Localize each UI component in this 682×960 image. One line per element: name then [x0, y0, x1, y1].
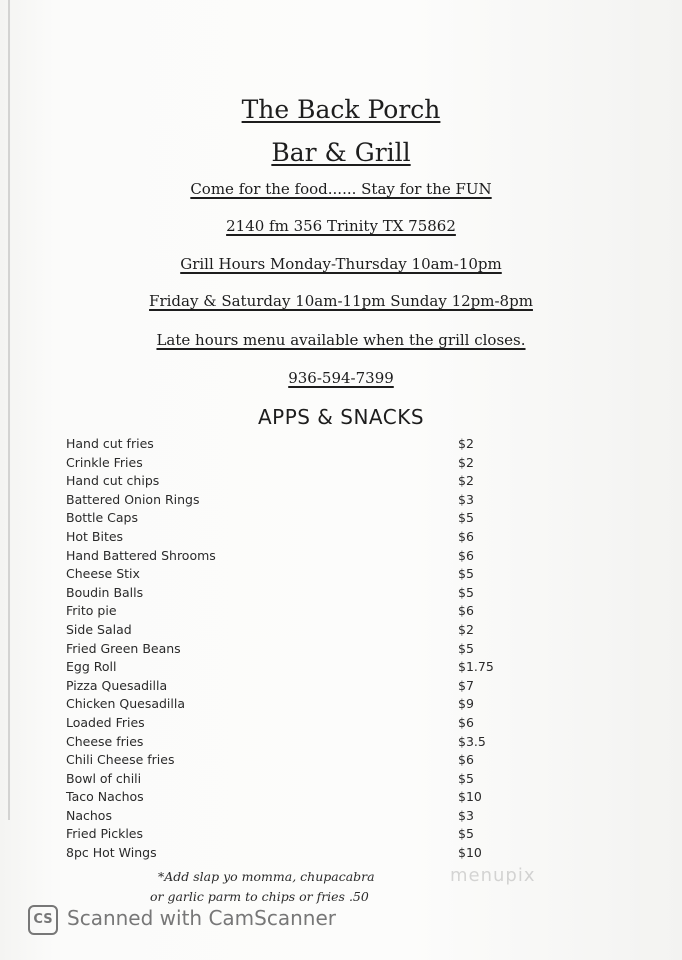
item-price: $2: [458, 621, 474, 637]
menu-item: [66, 585, 486, 604]
menu-item: [66, 641, 486, 660]
menu-item: [66, 826, 486, 845]
item-price: $2: [458, 436, 474, 451]
item-price: $6: [458, 714, 474, 730]
menu-item: [66, 696, 486, 715]
item-name: Egg Roll: [66, 659, 117, 675]
item-name: Fried Green Beans: [66, 640, 181, 656]
item-price: $3.5: [458, 733, 486, 749]
item-name: 8pc Hot Wings: [66, 845, 157, 861]
address: 2140 fm 356 Trinity TX 75862: [226, 217, 456, 235]
menu-item: [66, 510, 486, 529]
item-price: $6: [458, 528, 474, 544]
menu-item: [66, 808, 486, 827]
item-price: $6: [458, 603, 474, 619]
item-name: Frito pie: [66, 603, 117, 619]
item-price: $3: [458, 491, 474, 507]
item-name: Hand cut chips: [66, 473, 160, 489]
item-price: $5: [458, 640, 474, 656]
note-line-1: *Add slap yo momma, chupacabra: [158, 869, 375, 884]
item-price: $5: [458, 584, 474, 600]
item-price: $2: [458, 473, 474, 489]
item-name: Side Salad: [66, 621, 132, 637]
item-name: Taco Nachos: [66, 789, 144, 805]
item-price: $10: [458, 845, 482, 861]
note-line-2: or garlic parm to chips or fries .50: [150, 889, 369, 904]
title-line-1: The Back Porch: [241, 95, 441, 124]
item-name: Chili Cheese fries: [66, 752, 175, 768]
item-name: Cheese fries: [66, 733, 144, 749]
scanner-caption: Scanned with CamScanner: [67, 906, 336, 930]
item-price: $5: [458, 510, 474, 526]
item-price: $6: [458, 752, 474, 768]
menu-item: [66, 771, 486, 790]
item-name: Bottle Caps: [66, 510, 138, 526]
item-name: Crinkle Fries: [66, 454, 143, 470]
item-name: Chicken Quesadilla: [66, 696, 186, 712]
watermark: menupix: [450, 865, 536, 886]
menu-item: [66, 715, 486, 734]
menu-item: [66, 529, 486, 548]
item-name: Battered Onion Rings: [66, 491, 200, 507]
hours-weekend: Friday & Saturday 10am-11pm Sunday 12pm-8pm: [149, 292, 533, 310]
menu-item: [66, 492, 486, 511]
item-price: $5: [458, 770, 474, 786]
item-name: Hot Bites: [66, 528, 124, 544]
title-line-2: Bar & Grill: [271, 138, 411, 167]
item-name: Loaded Fries: [66, 714, 145, 730]
menu-item: [66, 659, 494, 678]
item-name: Pizza Quesadilla: [66, 677, 168, 693]
scanner-footer: [0, 895, 682, 960]
item-price: $6: [458, 547, 474, 563]
menu-item: [66, 845, 486, 864]
menu-item: [66, 752, 486, 771]
item-price: $7: [458, 677, 474, 693]
item-name: Boudin Balls: [66, 584, 144, 600]
item-name: Hand Battered Shrooms: [66, 547, 216, 563]
item-price: $10: [458, 789, 482, 805]
menu-item: [66, 566, 486, 585]
menu-item: [66, 548, 486, 567]
slogan: Come for the food...... Stay for the FUN: [190, 180, 492, 198]
item-price: $2: [458, 454, 474, 470]
menu-list: [66, 436, 494, 864]
item-price: $5: [458, 566, 474, 582]
late-hours-note: Late hours menu available when the grill closes.: [156, 331, 526, 349]
item-price: $9: [458, 696, 474, 712]
item-name: Hand cut fries: [66, 436, 154, 451]
item-name: Bowl of chili: [66, 770, 142, 786]
item-name: Nachos: [66, 807, 112, 823]
hours-weekday: Grill Hours Monday-Thursday 10am-10pm: [180, 255, 502, 273]
menu-item: [66, 455, 486, 474]
item-price: $1.75: [458, 659, 494, 675]
item-price: $5: [458, 826, 474, 842]
item-price: $3: [458, 807, 474, 823]
menu-item: [66, 473, 486, 492]
menu-item: [66, 603, 486, 622]
section-title: APPS & SNACKS: [257, 405, 425, 429]
menu-item: [66, 678, 486, 697]
menu-item: [66, 622, 486, 641]
menu-item: [66, 436, 486, 455]
item-name: Cheese Stix: [66, 566, 140, 582]
phone-number: 936-594-7399: [288, 369, 394, 387]
menu-item: [66, 789, 486, 808]
menu-item: [66, 734, 486, 753]
item-name: Fried Pickles: [66, 826, 144, 842]
camscanner-logo-icon: CS: [28, 905, 58, 935]
